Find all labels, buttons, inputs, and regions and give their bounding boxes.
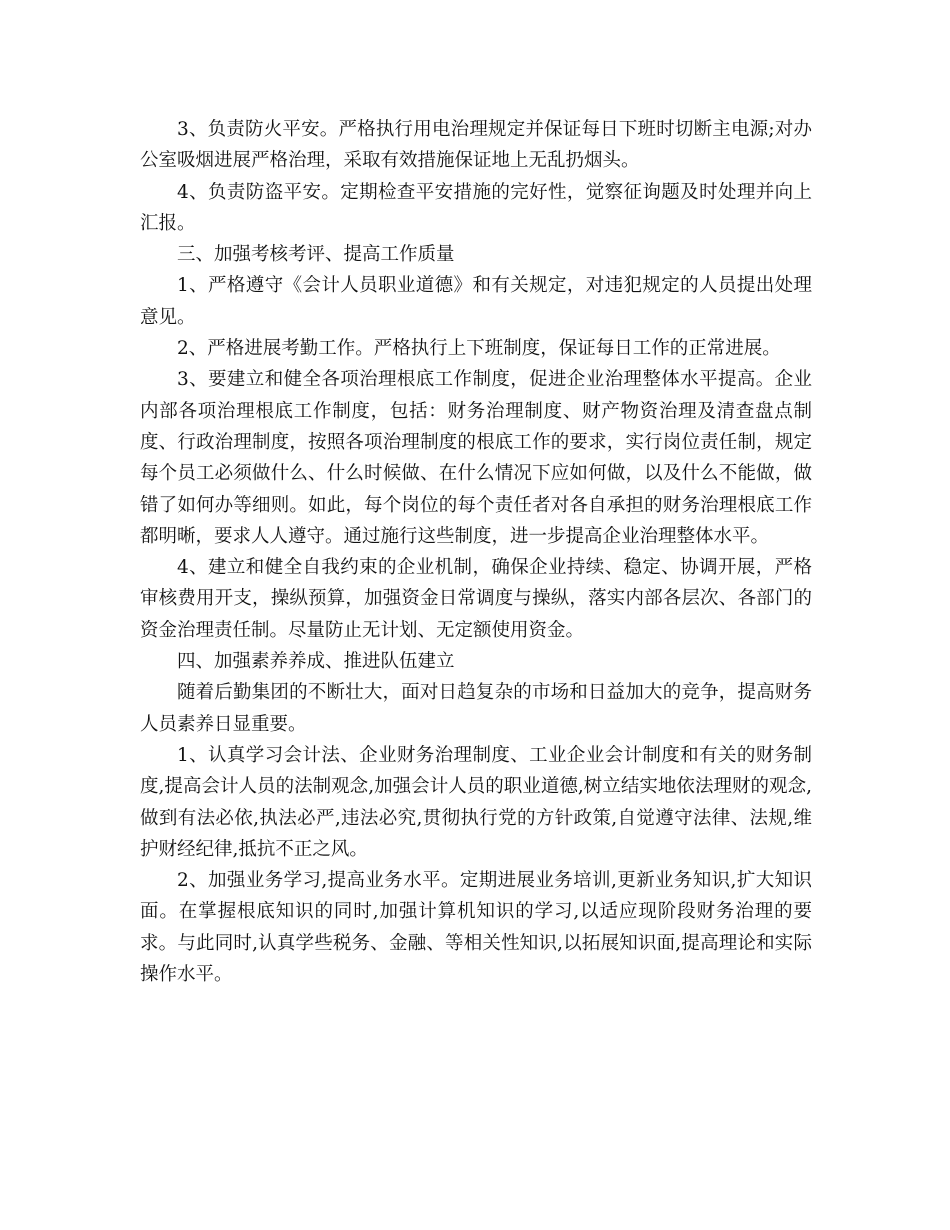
paragraph-management-system: 3、要建立和健全各项治理根底工作制度，促进企业治理整体水平提高。企业内部各项治理根底工作制度，包括：财务治理制度、财产物资治理及清查盘点制度、行政治理制度，按照各项治理制度的根底工作的要求，实行岗位责任制，规定每个员工必须做什么、什么时候做、在什么情况下应如何做，以及什么不能做，做错了如何办等细则。如此，每个岗位的每个责任者对各自承担的财务治理根底工作都明晰，要求人人遵守。通过施行这些制度，进一步提高企业治理整体水平。: [140, 369, 812, 547]
document-body: [140, 114, 812, 990]
paragraph-fire-safety: 3、负责防火平安。严格执行用电治理规定并保证每日下班时切断主电源;对办公室吸烟进展严格治理，采取有效措施保证地上无乱扔烟头。: [140, 119, 812, 172]
paragraph-attendance: 2、严格进展考勤工作。严格执行上下班制度，保证每日工作的正常进展。: [177, 338, 781, 360]
section-heading-team-building: 四、加强素养养成、推进队伍建立: [177, 651, 455, 673]
paragraph-study-law: 1、认真学习会计法、企业财务治理制度、工业企业会计制度和有关的财务制度,提高会计人员的法制观念,加强会计人员的职业道德,树立结实地依法理财的观念,做到有法必依,执法必严,违法必究,贯彻执行党的方针政策,自觉遵守法律、法规,维护财经纪律,抵抗不正之风。: [140, 744, 812, 860]
paragraph-self-restraint: 4、建立和健全自我约束的企业机制，确保企业持续、稳定、协调开展，严格审核费用开支，操纵预算，加强资金日常调度与操纵，落实内部各层次、各部门的资金治理责任制。尽量防止无计划、无定额使用资金。: [140, 557, 812, 641]
paragraph-ethics: 1、严格遵守《会计人员职业道德》和有关规定，对违犯规定的人员提出处理意见。: [140, 275, 812, 328]
paragraph-theft-safety: 4、负责防盗平安。定期检查平安措施的完好性，觉察征询题及时处理并向上汇报。: [140, 181, 812, 234]
paragraph-intro-team: 随着后勤集团的不断壮大，面对日趋复杂的市场和日益加大的竞争，提高财务人员素养日显重要。: [140, 682, 812, 735]
section-heading-assessment: 三、加强考核考评、提高工作质量: [177, 244, 455, 266]
paragraph-business-study: 2、加强业务学习,提高业务水平。定期进展业务培训,更新业务知识,扩大知识面。在掌握根底知识的同时,加强计算机知识的学习,以适应现阶段财务治理的要求。与此同时,认真学些税务、金融、等相关性知识,以拓展知识面,提高理论和实际操作水平。: [140, 870, 812, 986]
